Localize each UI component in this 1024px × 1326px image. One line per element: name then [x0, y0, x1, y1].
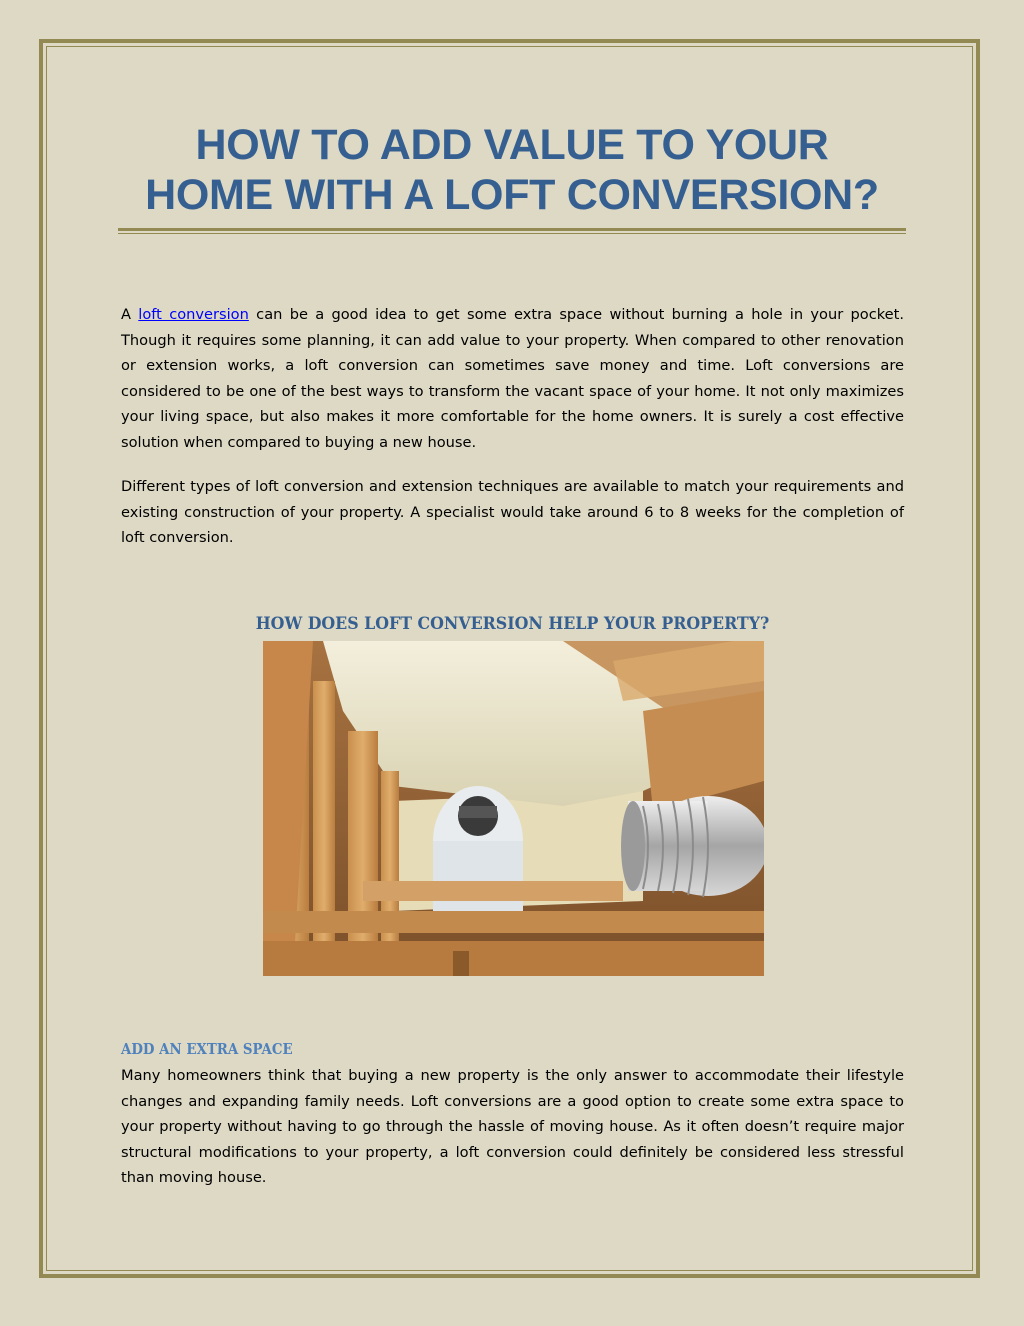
title-line-1: HOW TO ADD VALUE TO YOUR	[195, 121, 829, 169]
extra-space-paragraph: Many homeowners think that buying a new property is the only answer to accommodate their lifestyle changes and expanding family needs. Loft conversions are a good option to create some extra space to your property without having to go through the hassle of moving house. As it often doesn’t require major structural modifications to your property, a loft conversion could definitely be considered less stressful than moving house.	[121, 1067, 904, 1187]
title-rule-thin	[118, 233, 906, 234]
subheading-extra-space: ADD AN EXTRA SPACE	[121, 1041, 293, 1058]
section-heading: HOW DOES LOFT CONVERSION HELP YOUR PROPERTY?	[255, 614, 770, 634]
title-rule-thick	[118, 228, 906, 231]
attic-insulation-photo	[263, 641, 764, 976]
loft-conversion-link[interactable]: loft conversion	[138, 306, 249, 323]
intro-prefix: A	[121, 306, 139, 323]
intro-paragraph	[121, 302, 904, 456]
page-title	[118, 120, 906, 220]
title-line-2: HOME WITH A LOFT CONVERSION?	[145, 171, 879, 219]
techniques-paragraph: Different types of loft conversion and extension techniques are available to match your requirements and existing construction of your property. A specialist would take around 6 to 8 weeks for the completion of loft conversion.	[121, 478, 904, 547]
intro-text: can be a good idea to get some extra space without burning a hole in your pocket. Though it requires some planning, it can add value to your property. When compared to other renovation or extension works, a loft conversion can sometimes save money and time. Loft conversions are considered to be one of the best ways to transform the vacant space of your home. It not only maximizes your living space, but also makes it more comfortable for the home owners. It is surely a cost effective solution when compared to buying a new house.	[121, 306, 904, 451]
